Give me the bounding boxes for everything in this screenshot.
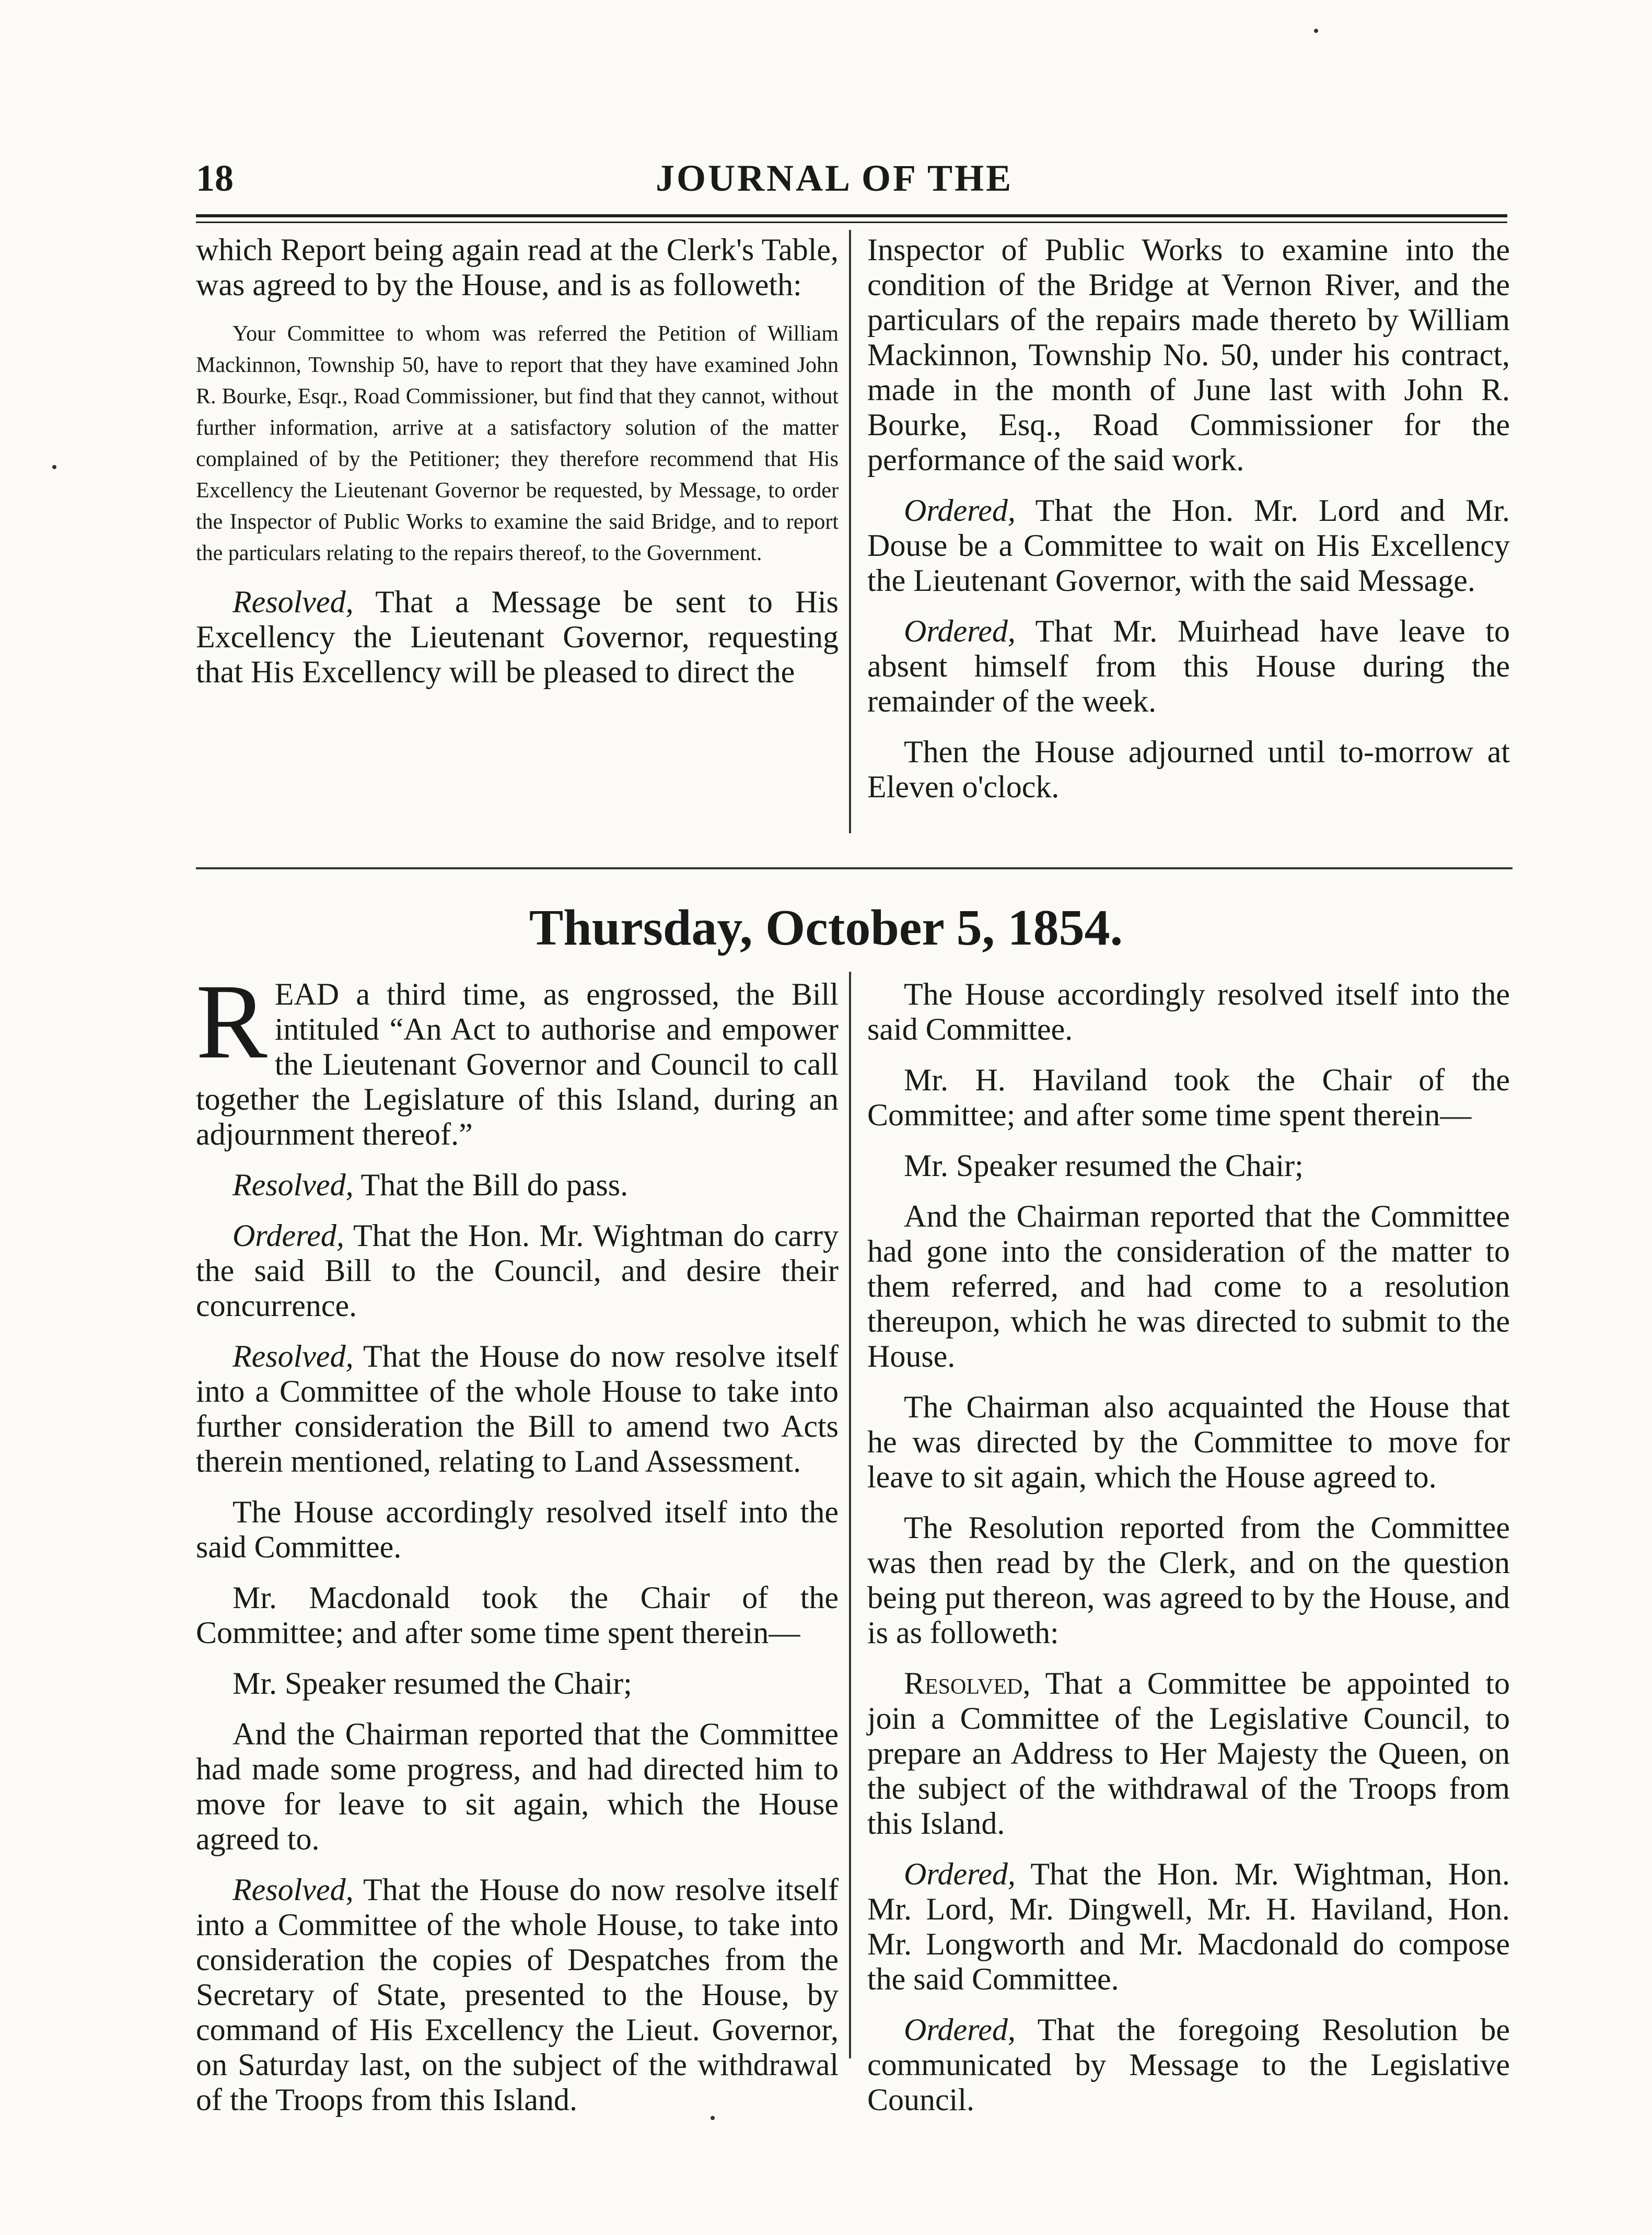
committee-report: Your Committee to whom was referred the Petition of William Mackinnon, Township 50, have to report that they have examined John R. Bourke, Esqr., Road Commissioner, but find that they cannot, without further information, arrive at a satisfactory solution of the matter complained of by the Petitioner; they therefore recommend that His Excellency the Lieutenant Governor be requested, by Message, to order the Inspector of Public Works to examine the said Bridge, and to report the particulars relating to the repairs thereof, to the Government.: [196, 322, 839, 565]
resolution-read: The Resolution reported from the Committee was then read by the Clerk, and on the question being put thereon, was agreed to by the House, and is as followeth:: [867, 1510, 1510, 1650]
order-communicate: [867, 2012, 1510, 2117]
resolution-text: That a Committee be appointed to join a Committee of the Legislative Council, to prepare an Address to Her Majesty the Queen, on the subject of the withdrawal of the Troops from this Island.: [867, 1666, 1510, 1841]
bill-text: a third time, as engrossed, the Bill intituled “An Act to authorise and empower the Lieutenant Governor and Council to call together the Legislature of this Island, during an adjournment thereof.”: [196, 977, 839, 1151]
page-number: 18: [196, 157, 234, 199]
resolution-address: [867, 1666, 1510, 1841]
column-divider: [849, 972, 851, 2058]
resolution-text: That the House do now resolve itself into a Committee of the whole House to take into further consideration the Bill to amend two Acts therein mentioned, relating to Land Assessment.: [196, 1339, 839, 1479]
order-text: That the foregoing Resolution be communicated by Message to the Legislative Council.: [867, 2012, 1510, 2117]
bottom-right-column: [867, 977, 1510, 2133]
print-speck: [52, 465, 56, 469]
header-rule: [196, 214, 1507, 217]
resolution-text: That the Bill do pass.: [353, 1168, 629, 1202]
print-speck: [1314, 29, 1318, 33]
chairman-report: And the Chairman reported that the Committee had gone into the consideration of the matter to them referred, and had come to a resolution thereupon, which he was directed to submit to the House.: [867, 1199, 1510, 1373]
bill-third-reading: [196, 962, 839, 1152]
order-text: That the Hon. Mr. Lord and Mr. Douse be a Committee to wait on His Excellency the Lieutenant Governor, with the said Message.: [867, 493, 1510, 598]
ordered-label: Ordered,: [232, 1218, 344, 1253]
resolution-despatches: [196, 1872, 839, 2117]
resolved-label: Resolved,: [232, 1339, 354, 1373]
ordered-label: Ordered,: [904, 1857, 1016, 1891]
order-leave-absence: [867, 614, 1510, 719]
resolution-text: That the House do now resolve itself into a Committee of the whole House, to take into consideration the copies of Despatches from the Secretary of State, presented to the House, by command of His Excellency the Lieut. Governor, on Saturday last, on the subject of the withdrawal of the Troops from this Island.: [196, 1872, 839, 2117]
running-title: JOURNAL OF THE: [656, 157, 1014, 199]
resolved-label: Resolved,: [904, 1666, 1031, 1701]
ordered-label: Ordered,: [904, 614, 1016, 648]
leave-to-sit: The Chairman also acquainted the House that he was directed by the Committee to move for leave to sit again, which the House agreed to.: [867, 1390, 1510, 1494]
resolution-pass: [196, 1168, 839, 1203]
order-text: That the Hon. Mr. Wightman do carry the said Bill to the Council, and desire their concurrence.: [196, 1218, 839, 1323]
committee-resolved: The House accordingly resolved itself into the said Committee.: [867, 977, 1510, 1046]
order-committee-wait: [867, 493, 1510, 598]
committee-resolved: The House accordingly resolved itself into the said Committee.: [196, 1495, 839, 1564]
order-compose-committee: [867, 1857, 1510, 1997]
order-text: That the Hon. Mr. Wightman, Hon. Mr. Lord, Mr. Dingwell, Mr. H. Haviland, Hon. Mr. Longworth and Mr. Macdonald do compose the said Committee.: [867, 1857, 1510, 1996]
chair-taken: Mr. H. Haviland took the Chair of the Committee; and after some time spent therein—: [867, 1063, 1510, 1132]
order-text: That Mr. Muirhead have leave to absent himself from this House during the remainder of the week.: [867, 614, 1510, 718]
date-heading: Thursday, October 5, 1854.: [529, 900, 1123, 956]
order-carry-bill: [196, 1218, 839, 1323]
resolved-label: Resolved,: [232, 1168, 354, 1202]
drop-cap: R: [196, 962, 267, 1081]
inspector-paragraph: Inspector of Public Works to examine into the condition of the Bridge at Vernon River, and the particulars of the repairs made thereto by William Mackinnon, Township No. 50, under his contract, made in the month of June last with John R. Bourke, Esq., Road Commissioner for the performance of the said work.: [867, 232, 1510, 477]
section-rule: [196, 867, 1513, 869]
adjournment-note: Then the House adjourned until to-morrow at Eleven o'clock.: [867, 735, 1510, 804]
opening-word: EAD: [274, 977, 340, 1011]
report-intro: which Report being again read at the Clerk's Table, was agreed to by the House, and is as followeth:: [196, 232, 839, 302]
chairman-report: And the Chairman reported that the Committee had made some progress, and had directed him to move for leave to sit again, which the House agreed to.: [196, 1717, 839, 1856]
print-speck: [711, 2116, 715, 2120]
speaker-resumed: Mr. Speaker resumed the Chair;: [232, 1666, 632, 1701]
resolved-label: Resolved,: [232, 585, 354, 619]
top-left-column: [196, 232, 839, 705]
ordered-label: Ordered,: [904, 493, 1016, 528]
ordered-label: Ordered,: [904, 2012, 1016, 2047]
top-right-column: [867, 232, 1510, 820]
resolution-land-assessment: [196, 1339, 839, 1479]
bottom-left-column: [196, 962, 839, 2133]
column-divider: [849, 230, 851, 833]
chair-taken: Mr. Macdonald took the Chair of the Committee; and after some time spent therein—: [196, 1580, 839, 1650]
resolved-label: Resolved,: [232, 1872, 354, 1907]
resolution-message: [196, 585, 839, 690]
resolution-text: That a Message be sent to His Excellency the Lieutenant Governor, requesting that His Excellency will be pleased to direct the: [196, 585, 839, 689]
speaker-resumed: Mr. Speaker resumed the Chair;: [904, 1148, 1304, 1183]
header-rule-thin: [196, 222, 1507, 223]
